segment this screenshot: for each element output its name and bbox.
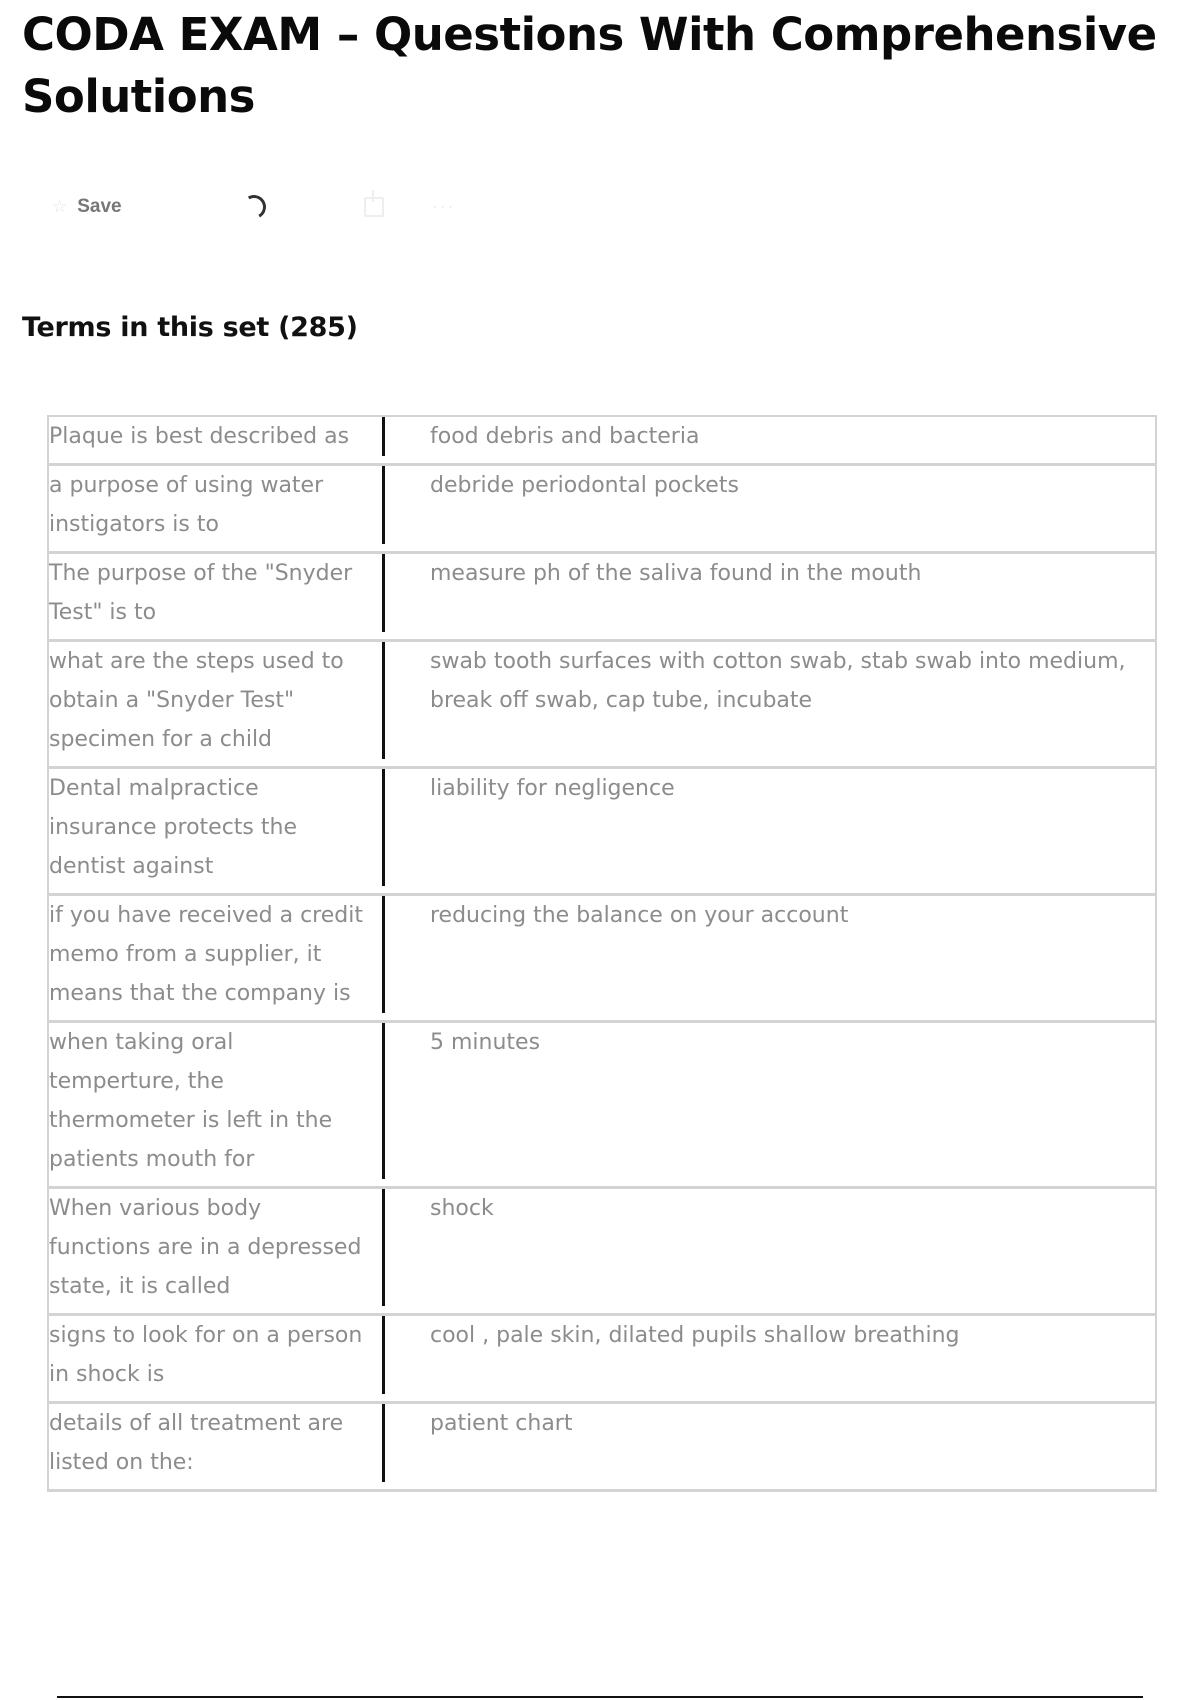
definition-text: 5 minutes [430,1030,541,1055]
term-text: if you have received a credit memo from a supplier, it means that the company is [49,896,385,1013]
term-row [48,416,1156,465]
term-cell [48,1022,382,1188]
term-row [48,1315,1156,1403]
more-options-button[interactable] [432,190,455,224]
term-cell [48,1403,382,1491]
definition-text: shock [430,1196,494,1221]
definition-text: swab tooth surfaces with cotton swab, stab swab into medium, break off swab, cap tube, incubate [430,649,1126,713]
term-row [48,465,1156,553]
term-row [48,641,1156,768]
terms-table [47,415,1157,1492]
term-row [48,768,1156,895]
term-text: When various body functions are in a depressed state, it is called [49,1189,385,1306]
term-cell [48,768,382,895]
spinner-icon [239,192,268,221]
definition-text: cool , pale skin, dilated pupils shallow breathing [430,1323,960,1348]
terms-set-heading: Terms in this set (285) [22,312,358,343]
term-text: when taking oral temperture, the thermometer is left in the patients mouth for [49,1023,385,1179]
term-row [48,1403,1156,1491]
term-cell [48,641,382,768]
definition-text: food debris and bacteria [430,424,700,449]
more-icon: ··· [432,196,456,218]
star-icon: ☆ [52,197,68,217]
definition-text: reducing the balance on your account [430,903,849,928]
page-title: CODA EXAM – Questions With Comprehensive Solutions [22,8,1157,123]
definition-text: patient chart [430,1411,573,1436]
term-cell [48,895,382,1022]
term-row [48,895,1156,1022]
term-row [48,1022,1156,1188]
term-cell [48,1315,382,1403]
save-button-label: Save [77,196,122,217]
set-toolbar [52,190,552,224]
definition-text: debride periodontal pockets [430,473,739,498]
share-icon [364,197,384,217]
term-row [48,553,1156,641]
term-text: signs to look for on a person in shock is [49,1316,385,1394]
definition-text: measure ph of the saliva found in the mouth [430,561,922,586]
term-cell [48,465,382,553]
definition-text: liability for negligence [430,776,675,801]
term-cell [48,553,382,641]
term-row [48,1188,1156,1315]
share-button[interactable] [364,190,384,224]
loading-indicator [242,190,266,224]
term-cell [48,416,382,465]
bottom-divider [57,1696,1143,1698]
term-text: Plaque is best described as [49,417,385,456]
term-text: details of all treatment are listed on the: [49,1404,385,1482]
term-text: The purpose of the "Snyder Test" is to [49,554,385,632]
save-button[interactable] [52,190,122,224]
term-text: Dental malpractice insurance protects the dentist against [49,769,385,886]
terms-table-body [48,416,1156,1491]
term-text: what are the steps used to obtain a "Snyder Test" specimen for a child [49,642,385,759]
term-text: a purpose of using water instigators is to [49,466,385,544]
term-cell [48,1188,382,1315]
